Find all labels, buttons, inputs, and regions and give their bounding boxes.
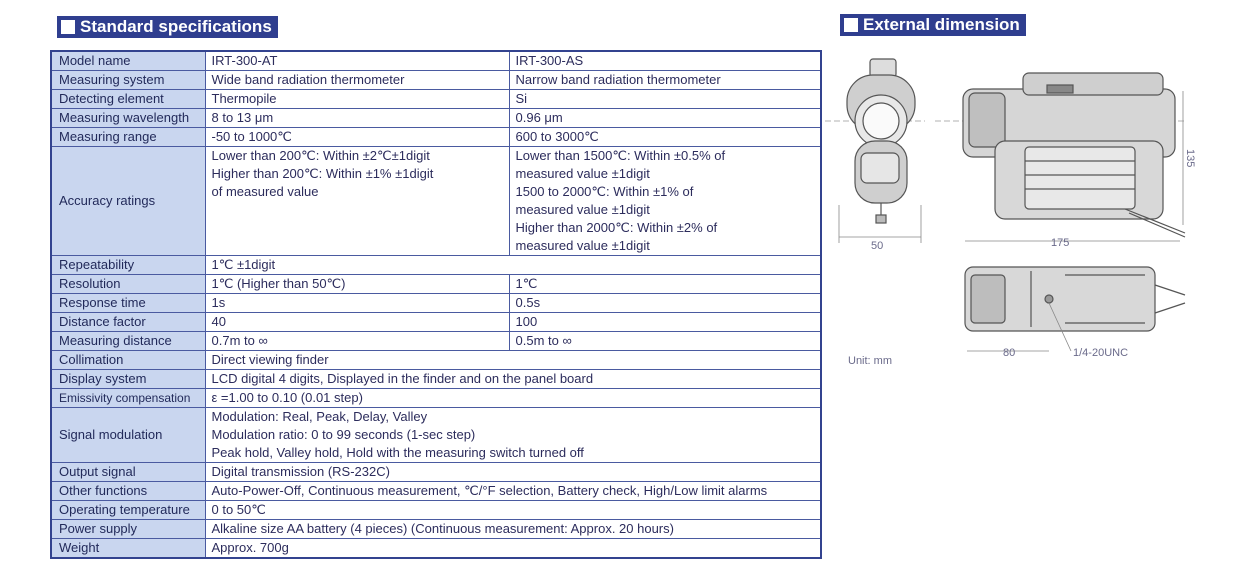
line: Modulation: Real, Peak, Delay, Valley (211, 409, 428, 424)
table-row (51, 520, 821, 539)
line: 1500 to 2000℃: Within ±1% of (515, 184, 694, 199)
row-label: Emissivity compensation (51, 389, 205, 408)
row-label: Operating temperature (51, 501, 205, 520)
row-label: Weight (51, 539, 205, 559)
row-label: Model name (51, 51, 205, 71)
line: Lower than 1500℃: Within ±0.5% of (515, 148, 726, 163)
value-at: 0.7m to ∞ (205, 332, 509, 351)
value-as: 100 (509, 313, 821, 332)
front-view-drawing (825, 59, 925, 243)
value-at: 40 (205, 313, 509, 332)
row-label: Display system (51, 370, 205, 389)
table-row (51, 128, 821, 147)
dimension-heading-text: External dimension (863, 15, 1020, 34)
row-label: Collimation (51, 351, 205, 370)
line: Modulation ratio: 0 to 99 seconds (1-sec step) (211, 427, 476, 442)
side-view-drawing (935, 73, 1185, 241)
side-height-label: 135 (1184, 149, 1196, 168)
value-both: 1℃ ±1digit (205, 256, 821, 275)
dimension-drawing (825, 45, 1225, 365)
value-as: Narrow band radiation thermometer (509, 71, 821, 90)
bottom-view-drawing (965, 267, 1185, 351)
row-label: Output signal (51, 463, 205, 482)
row-label: Power supply (51, 520, 205, 539)
line: measured value ±1digit (515, 202, 650, 217)
table-row (51, 408, 821, 463)
value-as: Si (509, 90, 821, 109)
value-both: LCD digital 4 digits, Displayed in the finder and on the panel board (205, 370, 821, 389)
value-both: 0 to 50℃ (205, 501, 821, 520)
table-row (51, 109, 821, 128)
row-label: Other functions (51, 482, 205, 501)
value-as: 0.5m to ∞ (509, 332, 821, 351)
spec-heading (57, 16, 278, 38)
row-label: Resolution (51, 275, 205, 294)
value-as: 0.96 μm (509, 109, 821, 128)
value-as: 0.5s (509, 294, 821, 313)
table-row (51, 90, 821, 109)
row-label: Measuring distance (51, 332, 205, 351)
table-row (51, 501, 821, 520)
value-at: IRT-300-AT (205, 51, 509, 71)
value-at: Wide band radiation thermometer (205, 71, 509, 90)
value-at: Thermopile (205, 90, 509, 109)
side-length-label: 175 (1051, 237, 1070, 249)
value-as: 1℃ (509, 275, 821, 294)
row-label: Distance factor (51, 313, 205, 332)
line: Higher than 200℃: Within ±1% ±1digit (211, 166, 434, 181)
heading-square-icon (61, 20, 75, 34)
row-label: Signal modulation (51, 408, 205, 463)
thread-label: 1/4-20UNC (1073, 347, 1129, 359)
table-row (51, 294, 821, 313)
heading-square-icon (844, 18, 858, 32)
row-label: Accuracy ratings (51, 147, 205, 256)
value-as: IRT-300-AS (509, 51, 821, 71)
front-width-label: 50 (871, 240, 884, 252)
table-row (51, 389, 821, 408)
table-row (51, 313, 821, 332)
table-row (51, 351, 821, 370)
line: measured value ±1digit (515, 238, 650, 253)
row-label: Repeatability (51, 256, 205, 275)
row-label: Measuring system (51, 71, 205, 90)
value-both (205, 408, 821, 463)
table-row (51, 539, 821, 559)
line: measured value ±1digit (515, 166, 650, 181)
value-at: -50 to 1000℃ (205, 128, 509, 147)
value-both: Approx. 700g (205, 539, 821, 559)
table-row (51, 147, 821, 256)
line: Higher than 2000℃: Within ±2% of (515, 220, 718, 235)
line: of measured value (211, 184, 319, 199)
table-row (51, 71, 821, 90)
spec-heading-text: Standard specifications (80, 17, 272, 36)
dimension-heading (840, 14, 1026, 36)
table-row (51, 482, 821, 501)
line: Peak hold, Valley hold, Hold with the measuring switch turned off (211, 445, 584, 460)
value-at: 1s (205, 294, 509, 313)
value-both: Auto-Power-Off, Continuous measurement, ℃/°F selection, Battery check, High/Low limit alarms (205, 482, 821, 501)
line: Lower than 200℃: Within ±2℃±1digit (211, 148, 430, 163)
table-row (51, 332, 821, 351)
unit-label: Unit: mm (848, 355, 892, 367)
row-label: Response time (51, 294, 205, 313)
row-label: Measuring wavelength (51, 109, 205, 128)
table-row (51, 256, 821, 275)
row-label: Detecting element (51, 90, 205, 109)
row-label: Measuring range (51, 128, 205, 147)
value-as: 600 to 3000℃ (509, 128, 821, 147)
value-as (509, 147, 821, 256)
value-both: Direct viewing finder (205, 351, 821, 370)
table-row (51, 51, 821, 71)
table-row (51, 370, 821, 389)
value-both: ε =1.00 to 0.10 (0.01 step) (205, 389, 821, 408)
table-row (51, 463, 821, 482)
value-at (205, 147, 509, 256)
value-both: Digital transmission (RS-232C) (205, 463, 821, 482)
value-at: 8 to 13 μm (205, 109, 509, 128)
value-at: 1℃ (Higher than 50℃) (205, 275, 509, 294)
bottom-offset-label: 80 (1003, 347, 1016, 359)
table-row (51, 275, 821, 294)
spec-table (50, 50, 822, 559)
value-both: Alkaline size AA battery (4 pieces) (Continuous measurement: Approx. 20 hours) (205, 520, 821, 539)
